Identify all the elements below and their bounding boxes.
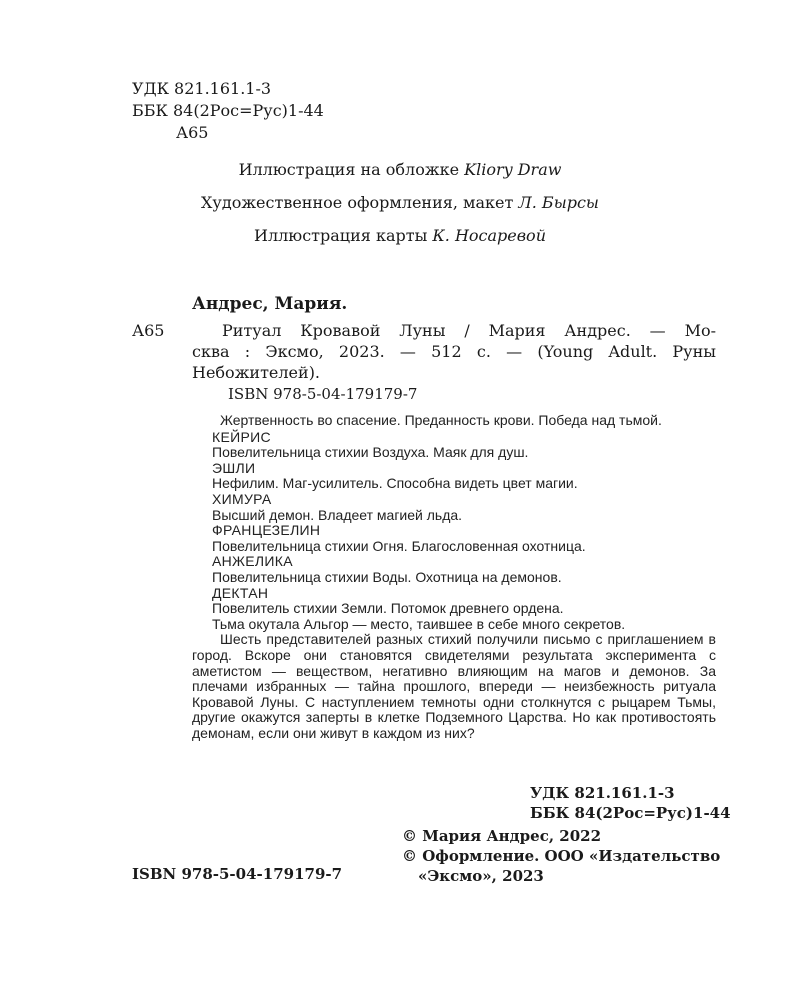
character-name: ФРАНЦЕЗЕЛИН: [212, 522, 321, 539]
designer-name: Л. Бырсы: [518, 193, 599, 212]
description-line-1: Ритуал Кровавой Луны / Мария Андрес. — Мо-: [222, 321, 716, 340]
bottom-isbn: ISBN 978-5-04-179179-7: [132, 865, 343, 883]
map-illustrator: К. Носаревой: [432, 226, 546, 245]
character-name: ЭШЛИ: [212, 459, 256, 476]
record-sign: А65: [132, 321, 165, 340]
annotation-paragraph: Шесть представителей разных стихий получили письмо с приглашением в город. Вскоре они становятся свидетелями результата эксперимента с аметистом — веществом, негативно влияющим на магов и демонов. За плечами избранных — тайна прошлого, впереди — неизбежность ритуала Кровавой Луны. С наступлением темноты одни столкнутся с рыцарем Тьмы, другие окажутся заперты в клетке Подземного Царства. Но как противостоять демонам, если они живут в каждом из них?: [192, 631, 716, 741]
map-credit-label: Иллюстрация карты: [254, 226, 433, 245]
setting-line: Тьма окутала Альгор — место, таившее в себе много секретов.: [212, 615, 626, 632]
character-desc: Повелительница стихии Воды. Охотница на демонов.: [212, 568, 562, 585]
description-line-3: Небожителей).: [192, 363, 321, 382]
copyright-publisher: © Оформление. ООО «Издательство: [402, 847, 721, 865]
character-list: [192, 430, 716, 633]
cover-credit: [0, 160, 800, 179]
bottom-udk: УДК 821.161.1-3: [530, 784, 675, 802]
character-desc: Повелитель стихии Земли. Потомок древнего ордена.: [212, 600, 564, 617]
design-credit: [0, 193, 800, 212]
character-name: ДЕКТАН: [212, 584, 269, 601]
character-name: КЕЙРИС: [212, 428, 271, 445]
character-desc: Повелительница стихии Огня. Благословенная охотница.: [212, 537, 586, 554]
record-description: [192, 320, 716, 383]
author-sign: А65: [176, 123, 209, 142]
character-desc: Нефилим. Маг-усилитель. Способна видеть цвет магии.: [212, 475, 578, 492]
character-name: ХИМУРА: [212, 490, 272, 507]
design-credit-label: Художественное оформления, макет: [201, 193, 519, 212]
cover-illustrator: Kliory Draw: [464, 160, 562, 179]
map-credit: [0, 226, 800, 245]
record-isbn: ISBN 978-5-04-179179-7: [228, 385, 418, 403]
character-name: АНЖЕЛИКА: [212, 553, 293, 570]
description-line-2: сква : Эксмо, 2023. — 512 с. — (Young Adult. Руны: [192, 342, 716, 361]
cover-credit-label: Иллюстрация на обложке: [238, 160, 465, 179]
bbk-code: ББК 84(2Рос=Рус)1-44: [132, 101, 324, 120]
copyright-publisher-year: «Эксмо», 2023: [418, 867, 544, 885]
annotation: [192, 413, 716, 741]
author-heading: Андрес, Мария.: [192, 294, 348, 314]
character-desc: Высший демон. Владеет магией льда.: [212, 506, 463, 523]
udk-code: УДК 821.161.1-3: [132, 79, 272, 98]
character-desc: Повелительница стихии Воздуха. Маяк для душ.: [212, 444, 529, 461]
copyright-author: © Мария Андрес, 2022: [402, 827, 602, 845]
bottom-bbk: ББК 84(2Рос=Рус)1-44: [530, 804, 731, 822]
annotation-lead: Жертвенность во спасение. Преданность крови. Победа над тьмой.: [220, 412, 662, 428]
